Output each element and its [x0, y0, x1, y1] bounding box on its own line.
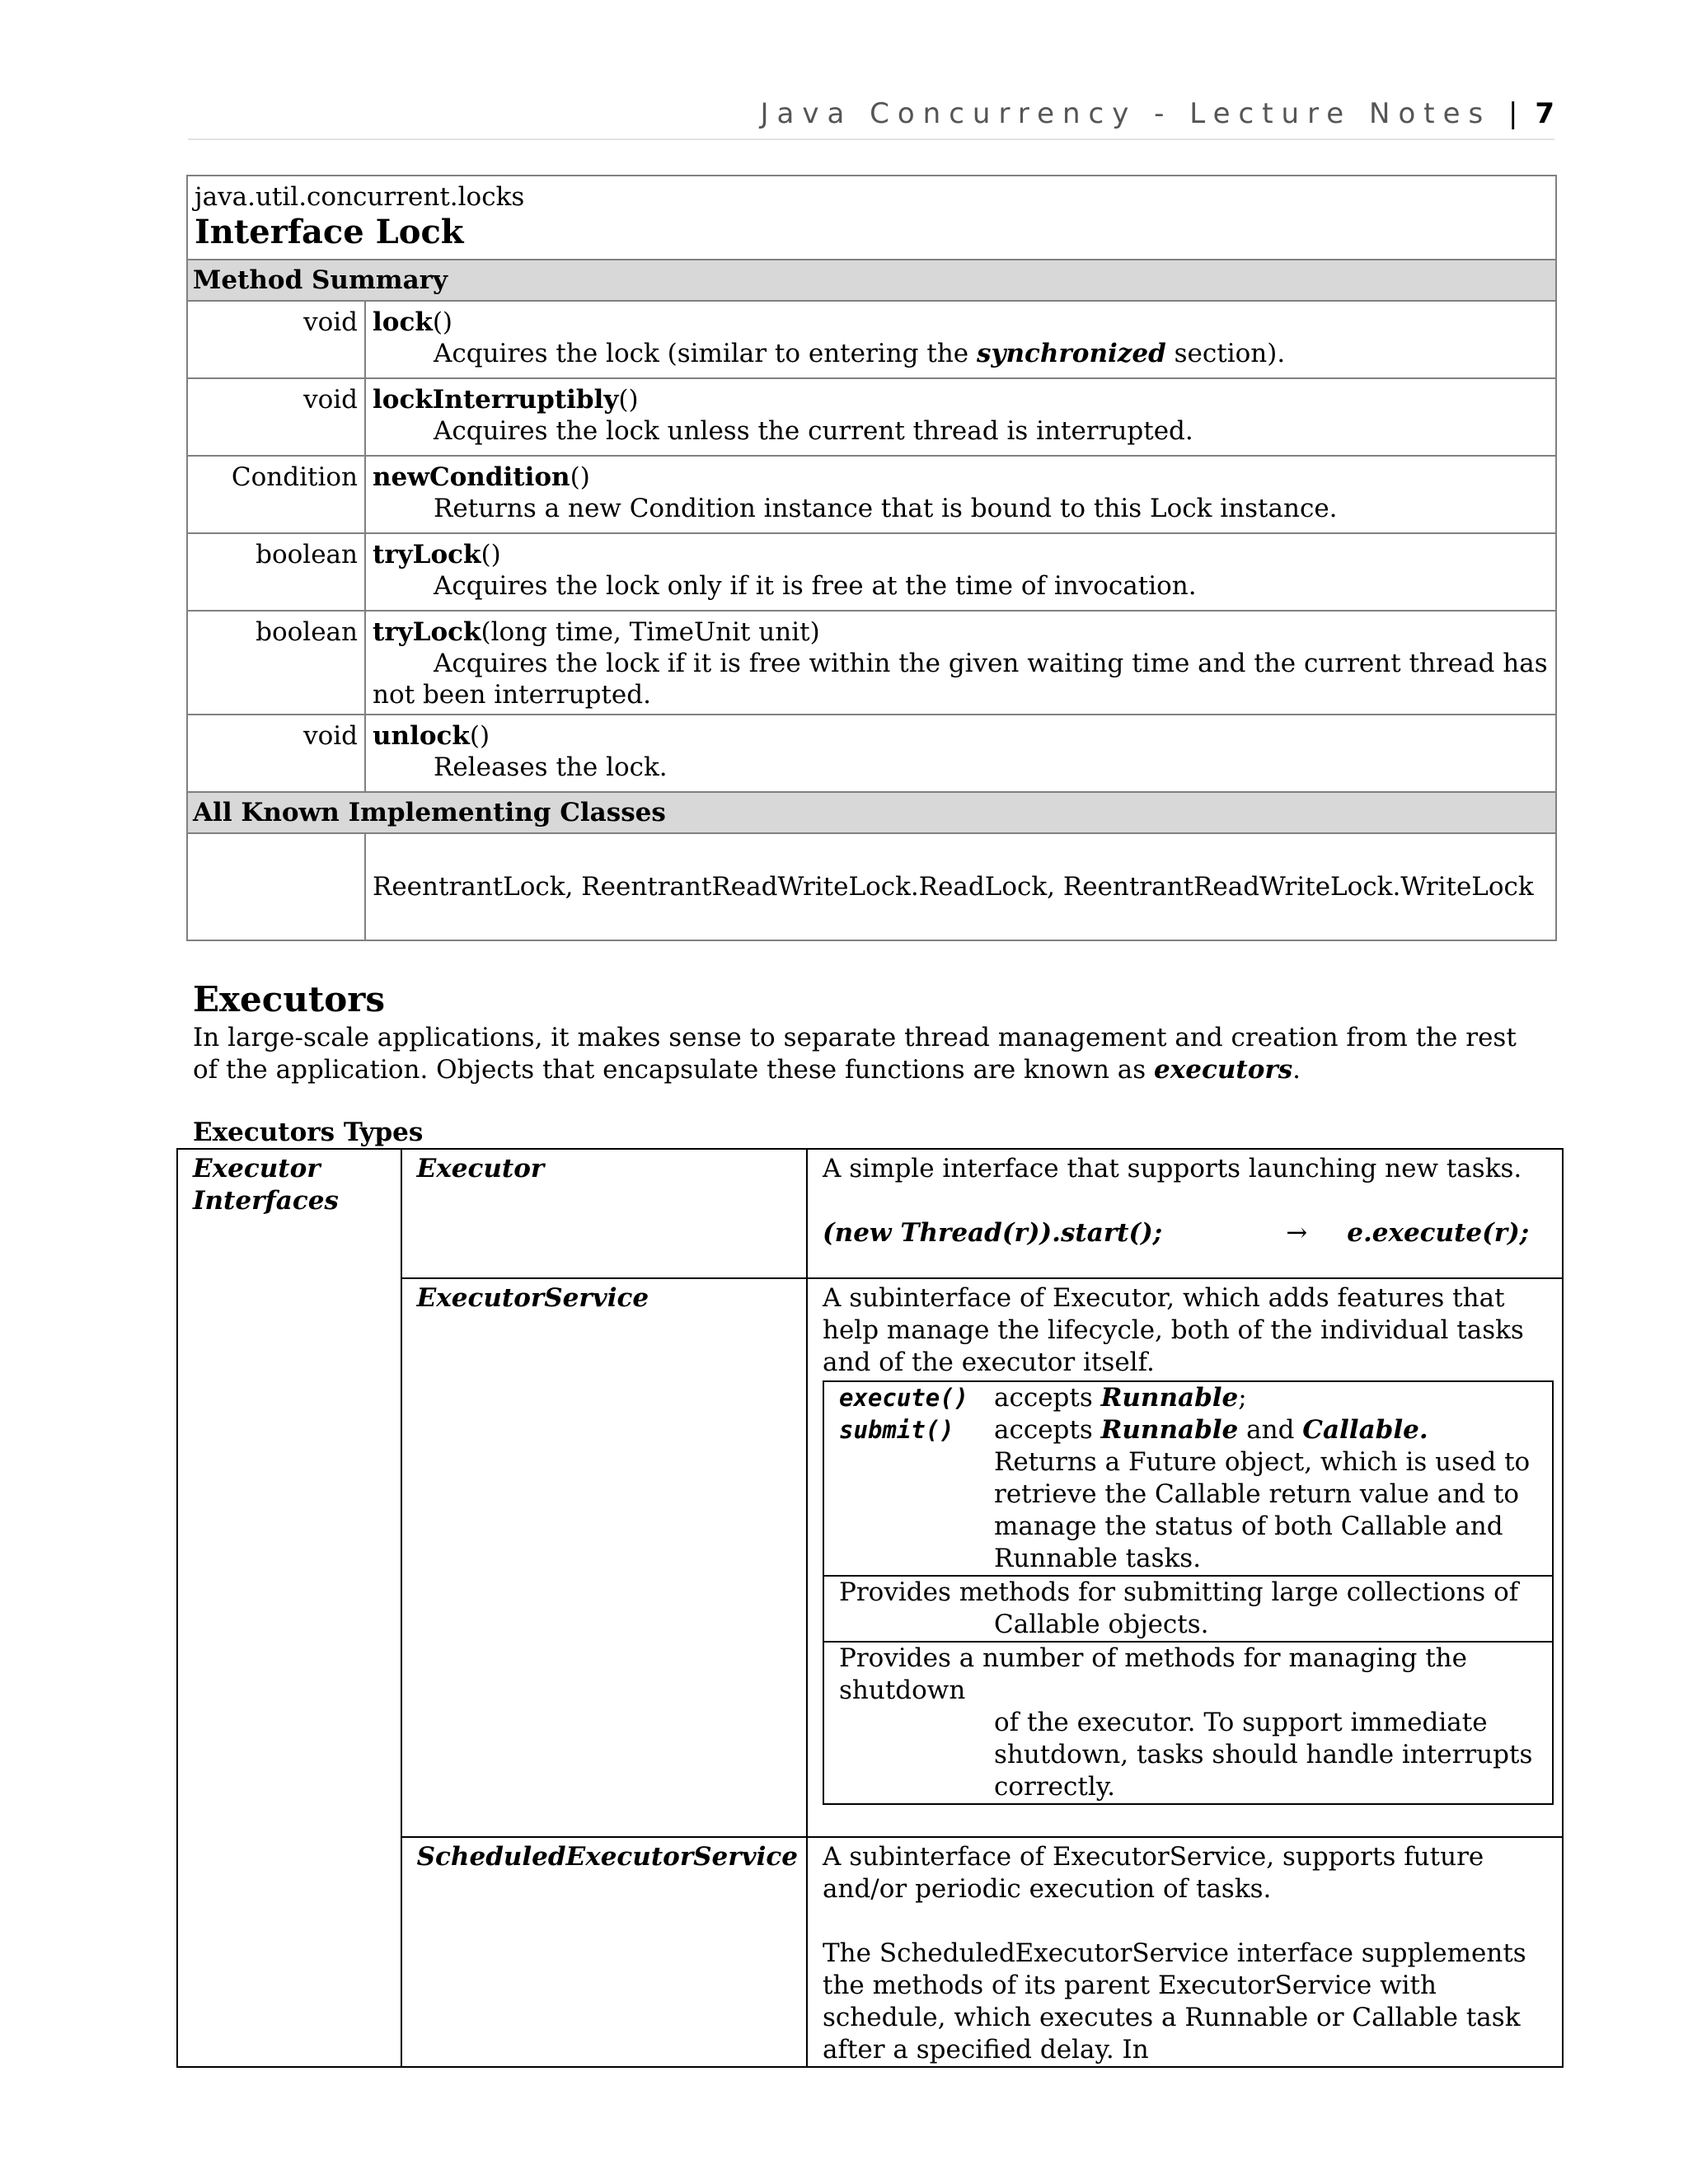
- bulk-first: Provides methods for submitting large collections of: [839, 1577, 1519, 1607]
- submit-detail: Returns a Future object, which is used to retrieve the Callable return value and to manage the status of both Callable and Runnable tasks.: [994, 1447, 1531, 1573]
- method-cell: [365, 378, 1556, 456]
- interface-desc: A simple interface that supports launching new tasks.: [823, 1154, 1522, 1183]
- method-cell: [365, 533, 1556, 611]
- method-params: (): [432, 307, 453, 337]
- method-desc: Releases the lock.: [434, 752, 668, 782]
- method-summary-header: Method Summary: [187, 260, 1556, 301]
- package-name: java.util.concurrent.locks: [195, 182, 525, 212]
- interface-desc-2: The ScheduledExecutorService interface supplements the methods of its parent ExecutorService with schedule, which executes a Runnable or Callable task after a specified delay. In: [823, 1938, 1526, 2064]
- header-separator: |: [1508, 97, 1518, 130]
- types-label: Executors Types: [193, 1118, 424, 1147]
- code-example: [823, 1217, 1554, 1249]
- method-name: newCondition: [373, 462, 570, 492]
- method-row: [187, 611, 1556, 715]
- return-type: void: [187, 301, 365, 378]
- inner-text: accepts: [994, 1383, 1101, 1413]
- method-desc: Returns a new Condition instance that is bound to this Lock instance.: [434, 494, 1338, 523]
- desc-text: Acquires the lock (similar to entering the: [434, 339, 978, 368]
- interface-desc-cell: [807, 1149, 1563, 1278]
- interface-name: ScheduledExecutorService: [401, 1837, 807, 2067]
- method-name: lock: [373, 307, 433, 337]
- inner-text: ;: [1238, 1383, 1247, 1413]
- method-cell: [365, 611, 1556, 715]
- inner-cell: [823, 1642, 1553, 1804]
- method-params: (long time, TimeUnit unit): [481, 617, 820, 647]
- code-after: e.execute(r);: [1347, 1218, 1530, 1248]
- method-row: [187, 378, 1556, 456]
- method-cell: [365, 301, 1556, 378]
- method-row: [187, 456, 1556, 533]
- return-type: void: [187, 715, 365, 792]
- method-row: [187, 715, 1556, 792]
- method-desc: [373, 338, 1549, 369]
- inner-emphasis: Runnable: [1100, 1383, 1239, 1413]
- interface-desc-cell: [807, 1278, 1563, 1837]
- method-desc: Acquires the lock if it is free within the given waiting time and the current thread has not been interrupted.: [373, 649, 1548, 710]
- shutdown-rest: of the executor. To support immediate shutdown, tasks should handle interrupts correctly.: [994, 1708, 1533, 1802]
- page-number: 7: [1535, 97, 1554, 130]
- interface-title: Interface Lock: [195, 213, 464, 251]
- method-params: (): [481, 540, 501, 569]
- section-title: Executors: [193, 979, 386, 1019]
- executor-service-methods: [823, 1380, 1554, 1805]
- arrow-icon: →: [1286, 1218, 1308, 1248]
- category-cell: Executor Interfaces: [177, 1149, 401, 2067]
- intro-emphasis: executors: [1154, 1055, 1293, 1085]
- inner-row: [823, 1642, 1553, 1804]
- method-row: [187, 533, 1556, 611]
- inner-text: accepts: [994, 1415, 1101, 1445]
- api-heading-cell: [187, 176, 1556, 260]
- inner-emphasis: Callable.: [1302, 1415, 1428, 1445]
- intro-text: In large-scale applications, it makes sense to separate thread management and creation from the rest of the application. Objects that encapsulate these functions are known as: [193, 1023, 1517, 1085]
- bulk-rest: Callable objects.: [994, 1610, 1209, 1639]
- inner-cell: [823, 1381, 1553, 1576]
- interface-desc: A subinterface of Executor, which adds features that help manage the lifecycle, both of the individual tasks and of the executor itself.: [823, 1283, 1524, 1377]
- interface-desc-cell: [807, 1837, 1563, 2067]
- inner-emphasis: Runnable: [1100, 1415, 1239, 1445]
- interface-name: Executor: [401, 1149, 807, 1278]
- inner-text: and: [1238, 1415, 1303, 1445]
- code-before: (new Thread(r)).start();: [823, 1218, 1163, 1248]
- types-row-executor: [177, 1149, 1563, 1278]
- execute-line: [839, 1382, 1552, 1414]
- desc-text: section).: [1165, 339, 1286, 368]
- method-params: (): [618, 385, 639, 415]
- interface-desc: A subinterface of ExecutorService, supports future and/or periodic execution of tasks.: [823, 1842, 1484, 1904]
- interface-name: ExecutorService: [401, 1278, 807, 1837]
- method-params: (): [469, 721, 490, 751]
- return-type: boolean: [187, 611, 365, 715]
- return-type: Condition: [187, 456, 365, 533]
- inner-row: [823, 1381, 1553, 1576]
- method-cell: [365, 456, 1556, 533]
- submit-line: [839, 1414, 1552, 1446]
- return-type: boolean: [187, 533, 365, 611]
- empty-cell: [187, 833, 365, 940]
- page-header: [188, 97, 1554, 140]
- method-cell: [365, 715, 1556, 792]
- method-name: unlock: [373, 721, 470, 751]
- shutdown-first: Provides a number of methods for managing the shutdown: [839, 1643, 1467, 1705]
- method-params: (): [570, 462, 590, 492]
- method-name: lockInterruptibly: [373, 385, 619, 415]
- return-type: void: [187, 378, 365, 456]
- method-desc: Acquires the lock unless the current thread is interrupted.: [434, 416, 1193, 446]
- intro-text: .: [1292, 1055, 1301, 1085]
- executors-intro: [193, 1022, 1545, 1086]
- implementing-classes-header: All Known Implementing Classes: [187, 792, 1556, 833]
- method-name: tryLock: [373, 617, 481, 647]
- execute-keyword: execute(): [839, 1384, 969, 1412]
- method-name: tryLock: [373, 540, 481, 569]
- method-desc: Acquires the lock only if it is free at the time of invocation.: [434, 571, 1197, 601]
- executors-types-table: [176, 1148, 1564, 2068]
- lock-api-table: [186, 175, 1557, 941]
- inner-cell: [823, 1576, 1553, 1642]
- inner-row: [823, 1576, 1553, 1642]
- implementing-classes: ReentrantLock, ReentrantReadWriteLock.ReadLock, ReentrantReadWriteLock.WriteLock: [365, 833, 1556, 940]
- header-title: Java Concurrency - Lecture Notes: [760, 97, 1492, 130]
- desc-emphasis: synchronized: [977, 339, 1166, 368]
- submit-keyword: submit(): [839, 1416, 954, 1444]
- implementing-classes-row: [187, 833, 1556, 940]
- method-row: [187, 301, 1556, 378]
